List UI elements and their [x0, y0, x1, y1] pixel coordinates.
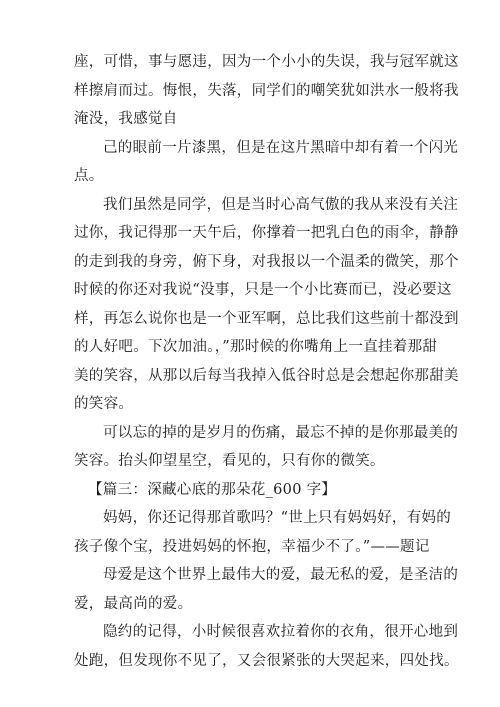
text-line: 可以忘的掉的是岁月的伤痛，最忘不掉的是你那最美的	[103, 424, 459, 441]
text-line: 己的眼前一片漆黑，但是在这片黑暗中却有着一个闪光	[103, 139, 459, 156]
text-line: 淹没，我感觉自	[74, 111, 178, 127]
paragraph	[74, 134, 459, 191]
document-page	[74, 48, 459, 675]
paragraph	[74, 504, 452, 561]
paragraph	[74, 48, 459, 134]
text-line: 妈妈，你还记得那首歌吗？“世上只有妈妈好，有妈的	[103, 510, 452, 526]
paragraph	[74, 419, 459, 476]
text-line: 样擦肩而过。悔恨，失落，同学们的嘲笑犹如洪水一般将我	[74, 82, 459, 99]
text-line: 座，可惜，事与愿违，因为一个小小的失误，我与冠军就这	[74, 54, 459, 70]
text-line: 样，再怎么说你也是一个亚军啊，总比我们这些前十都没到	[74, 310, 459, 327]
text-line: 笑容。抬头仰望星空，看见的，只有你的微笑。	[74, 453, 385, 469]
text-line: 过你，我记得那一天午后，你撑着一把乳白色的雨伞，静静	[74, 225, 459, 241]
text-line: 的走到我的身旁，俯下身，对我报以一个温柔的微笑，那个	[74, 253, 459, 270]
text-line: 的笑容。	[74, 396, 134, 412]
text-line: 孩子像个宝，投进妈妈的怀抱，幸福少不了。”——题记	[74, 538, 430, 555]
paragraph	[74, 618, 459, 675]
paragraph	[74, 561, 459, 618]
section-heading: 【篇三：深藏心底的那朵花_600 字】	[88, 481, 337, 498]
text-line: 时候的你还对我说“没事，只是一个小比赛而已，没必要这	[74, 282, 452, 298]
text-line: 母爱是这个世界上最伟大的爱，最无私的爱，是圣洁的	[103, 567, 459, 583]
text-line: 我们虽然是同学，但是当时心高气傲的我从来没有关注	[103, 196, 459, 213]
text-line: 美的笑容，从那以后每当我掉入低谷时总是会想起你那甜美	[74, 367, 459, 384]
text-line: 隐约的记得，小时候很喜欢拉着你的衣角，很开心地到	[103, 624, 459, 640]
paragraph	[74, 191, 459, 419]
text-line: 的人好吧。下次加油。，”那时候的你嘴角上一直挂着那甜	[74, 339, 438, 355]
text-line: 点。	[74, 168, 104, 184]
text-line: 处跑，但发现你不见了，又会很紧张的大哭起来，四处找。	[74, 652, 459, 669]
text-line: 爱，最高尚的爱。	[74, 595, 193, 612]
